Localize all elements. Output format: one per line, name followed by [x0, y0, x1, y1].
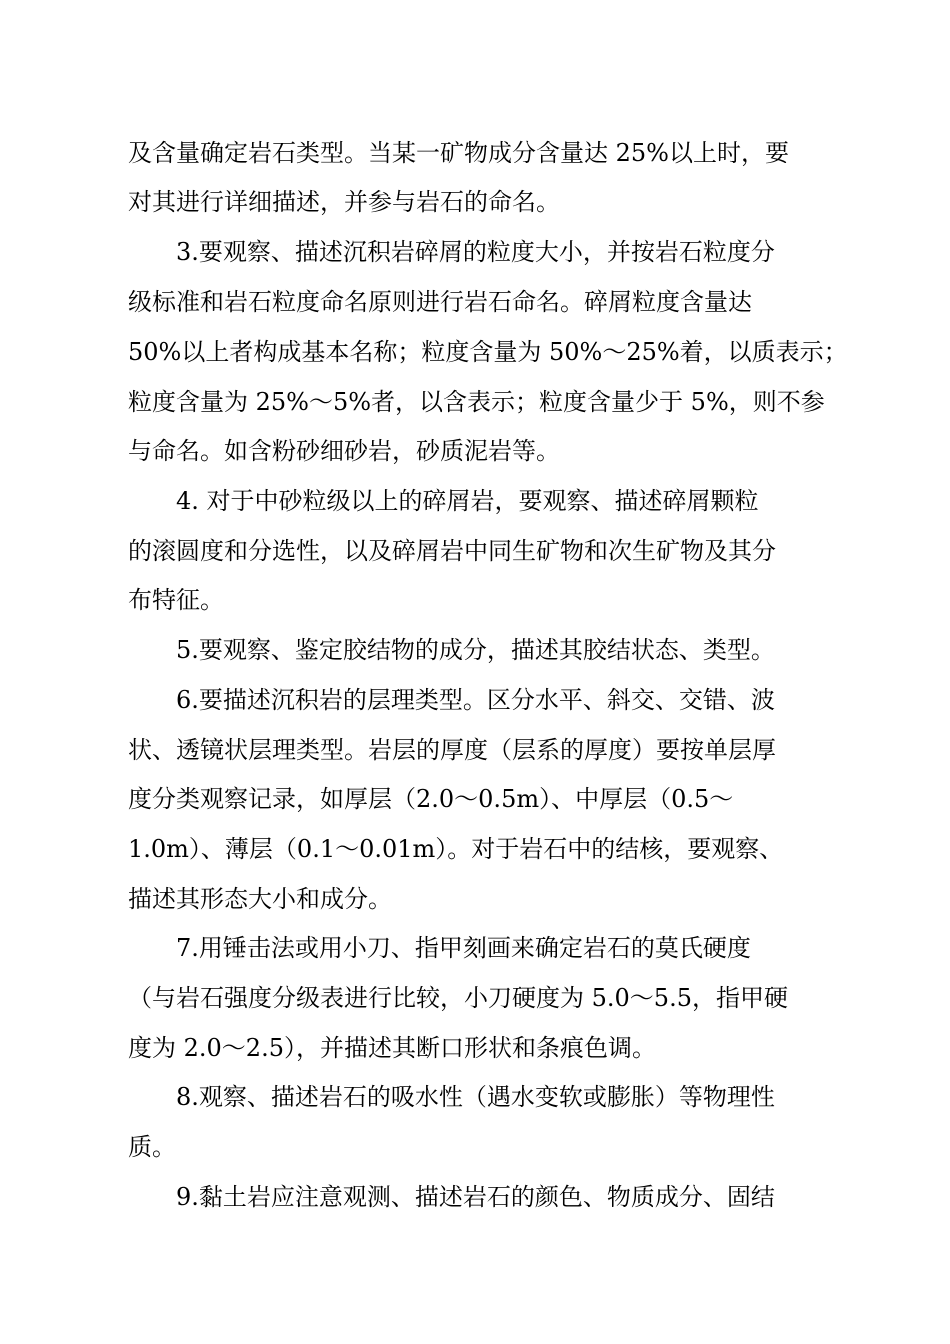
text-line-11: 5.要观察、鉴定胶结物的成分，描述其胶结状态、类型。	[176, 636, 775, 664]
text-line-22: 9.黏土岩应注意观测、描述岩石的颜色、物质成分、固结	[176, 1183, 775, 1211]
text-line-3: 3.要观察、描述沉积岩碎屑的粒度大小，并按岩石粒度分	[176, 238, 775, 266]
text-line-21: 质。	[128, 1133, 176, 1161]
text-line-14: 度分类观察记录，如厚层（2.0～0.5m）、中厚层（0.5～	[128, 785, 734, 813]
text-line-16: 描述其形态大小和成分。	[128, 885, 392, 913]
text-line-19: 度为 2.0～2.5），并描述其断口形状和条痕色调。	[128, 1034, 656, 1062]
text-line-2: 对其进行详细描述，并参与岩石的命名。	[128, 188, 560, 216]
text-line-7: 与命名。如含粉砂细砂岩，砂质泥岩等。	[128, 437, 560, 465]
text-line-13: 状、透镜状层理类型。岩层的厚度（层系的厚度）要按单层厚	[128, 736, 776, 764]
text-line-10: 布特征。	[128, 586, 224, 614]
text-line-6: 粒度含量为 25%～5%者，以含表示；粒度含量少于 5%，则不参	[128, 388, 825, 416]
text-line-9: 的滚圆度和分选性，以及碎屑岩中同生矿物和次生矿物及其分	[128, 537, 776, 565]
text-line-5: 50%以上者构成基本名称；粒度含量为 50%～25%着，以质表示；	[128, 338, 848, 366]
text-line-12: 6.要描述沉积岩的层理类型。区分水平、斜交、交错、波	[176, 686, 775, 714]
text-line-1: 及含量确定岩石类型。当某一矿物成分含量达 25%以上时，要	[128, 139, 789, 167]
text-line-18: （与岩石强度分级表进行比较，小刀硬度为 5.0～5.5，指甲硬	[128, 984, 788, 1012]
text-line-15: 1.0m）、薄层（0.1～0.01m）。对于岩石中的结核，要观察、	[128, 835, 784, 863]
text-line-8: 4. 对于中砂粒级以上的碎屑岩，要观察、描述碎屑颗粒	[176, 487, 759, 515]
text-line-4: 级标准和岩石粒度命名原则进行岩石命名。碎屑粒度含量达	[128, 288, 752, 316]
text-line-20: 8.观察、描述岩石的吸水性（遇水变软或膨胀）等物理性	[176, 1083, 775, 1111]
text-line-17: 7.用锤击法或用小刀、指甲刻画来确定岩石的莫氏硬度	[176, 934, 751, 962]
